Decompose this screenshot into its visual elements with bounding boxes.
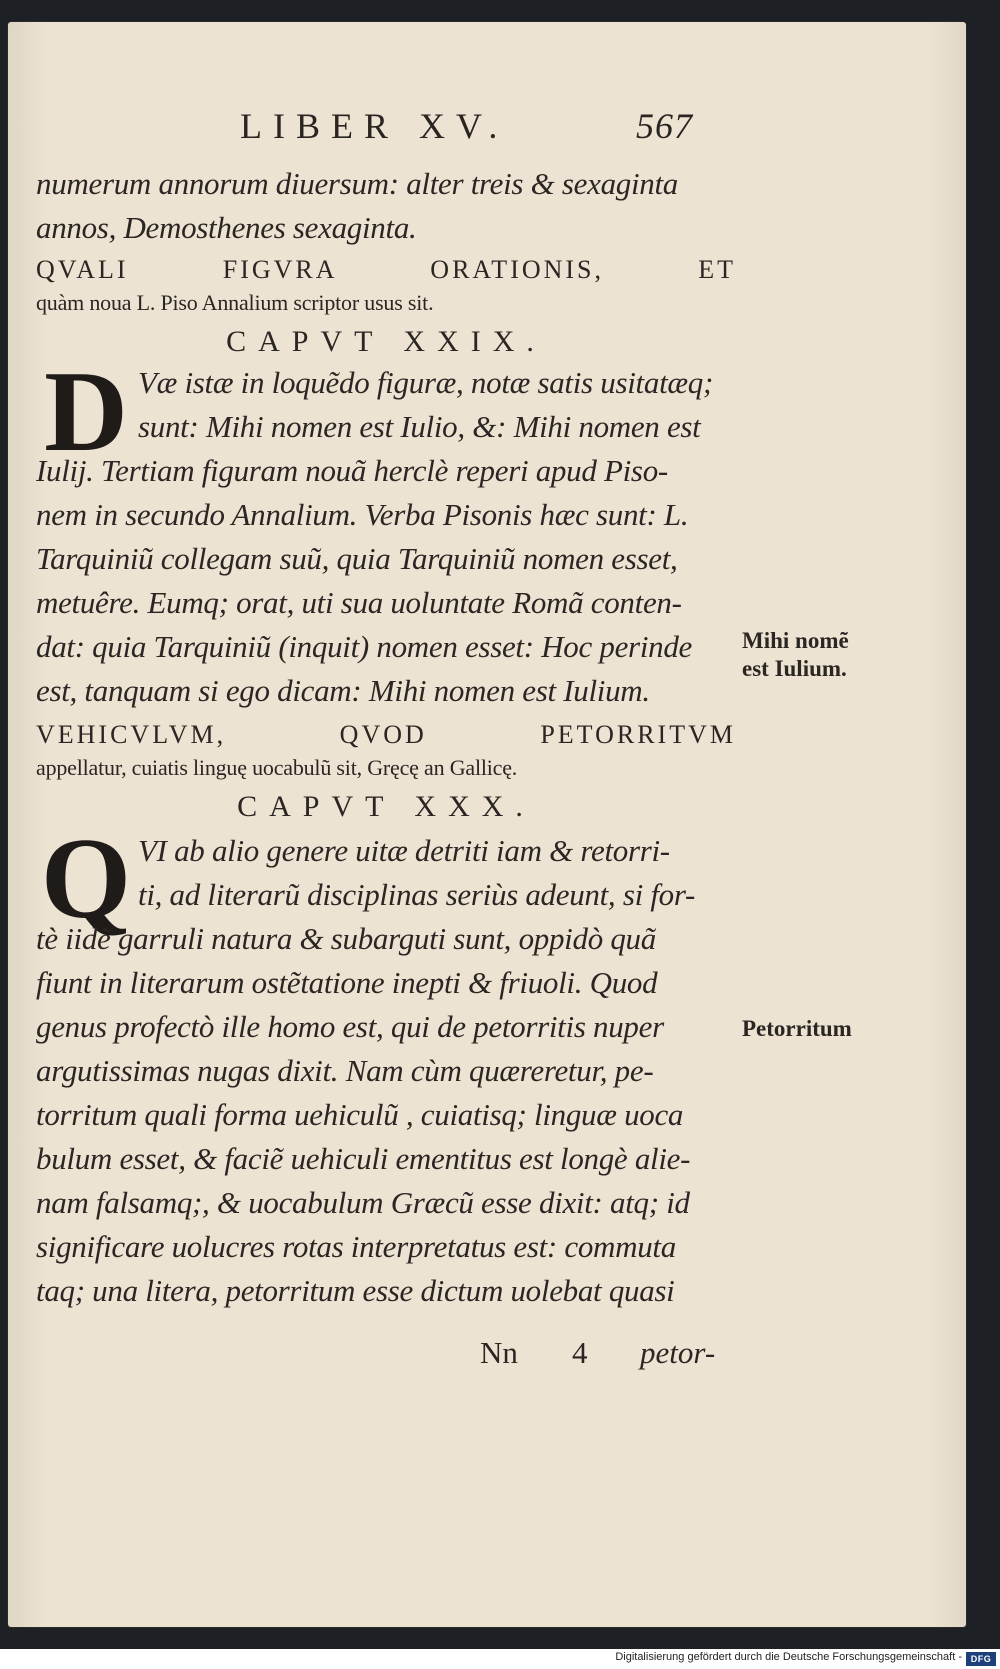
text-line: Iulij. Tertiam figuram nouã herclè reperi apud Piso- (36, 453, 668, 488)
chapter-subheading: appellatur, cuiatis linguę uocabulũ sit, Gręcę an Gallicę. (36, 755, 518, 780)
text-line: dat: quia Tarquiniũ (inquit) nomen esset: Hoc perinde (36, 629, 692, 664)
text-line: torritum quali forma uehiculũ , cuiatisq; linguæ uoca (36, 1097, 684, 1132)
drop-capital: Q (40, 815, 132, 943)
drop-capital: D (44, 348, 128, 476)
chapter-number: CAPVT XXIX. (226, 325, 546, 358)
text-line: metuêre. Eumq; orat, uti sua uoluntate Romã conten- (36, 585, 682, 620)
text-line: fiunt in literarum ostẽtatione inepti & friuoli. Quod (36, 965, 658, 1000)
text-line: genus profectò ille homo est, qui de petorritis nuper (36, 1009, 664, 1044)
text-line: nem in secundo Annalium. Verba Pisonis hæc sunt: L. (36, 497, 689, 532)
text-line: numerum annorum diuersum: alter treis & sexaginta (36, 166, 678, 201)
running-head (240, 105, 740, 149)
text-line: tè iidẽ garruli natura & subarguti sunt, oppidò quã (36, 921, 656, 956)
catchword: petor- (640, 1335, 716, 1370)
footer-bar (0, 1649, 1000, 1669)
signature-number: 4 (572, 1335, 588, 1370)
text-line: significare uolucres rotas interpretatus est: commuta (36, 1229, 676, 1264)
text-line: taq; una litera, petorritum esse dictum uolebat quasi (36, 1273, 675, 1308)
page-number: 567 (636, 106, 693, 146)
margin-note: Petorritum (742, 1016, 852, 1041)
text-line: Tarquiniũ collegam suũ, quia Tarquiniũ nomen esset, (36, 541, 678, 576)
text-line: ti, ad literarũ disciplinas seriùs adeunt, si for- (138, 877, 696, 912)
text-line: sunt: Mihi nomen est Iulio, &: Mihi nomen est (138, 409, 701, 444)
text-line: argutissimas nugas dixit. Nam cùm quæreretur, pe- (36, 1053, 654, 1088)
running-head-title: LIBER XV. (240, 106, 509, 146)
signature-mark: Nn (480, 1335, 518, 1370)
chapter-heading: VEHICVLVM, QVOD PETORRITVM (36, 720, 736, 749)
chapter-heading: QVALI FIGVRA ORATIONIS, ET (36, 255, 736, 284)
text-line: bulum esset, & faciẽ uehiculi ementitus est longè alie- (36, 1141, 691, 1176)
text-line: Væ istæ in loquẽdo figuræ, notæ satis usitatæq; (138, 365, 713, 400)
margin-note: Mihi nomẽ est Iulium. (742, 628, 849, 681)
chapter-subheading: quàm noua L. Piso Annalium scriptor usus sit. (36, 290, 434, 315)
text-line: est, tanquam si ego dicam: Mihi nomen est Iulium. (36, 673, 650, 708)
footer-credit: Digitalisierung gefördert durch die Deutsche Forschungsgemeinschaft - (615, 1651, 962, 1663)
text-line: nam falsamq;, & uocabulum Græcũ esse dixit: atq; id (36, 1185, 690, 1220)
chapter-number: CAPVT XXX. (237, 790, 535, 823)
text-line: VI ab alio genere uitæ detriti iam & retorri- (138, 833, 670, 868)
text-line: annos, Demosthenes sexaginta. (36, 210, 417, 245)
dfg-logo-icon: DFG (966, 1652, 996, 1666)
